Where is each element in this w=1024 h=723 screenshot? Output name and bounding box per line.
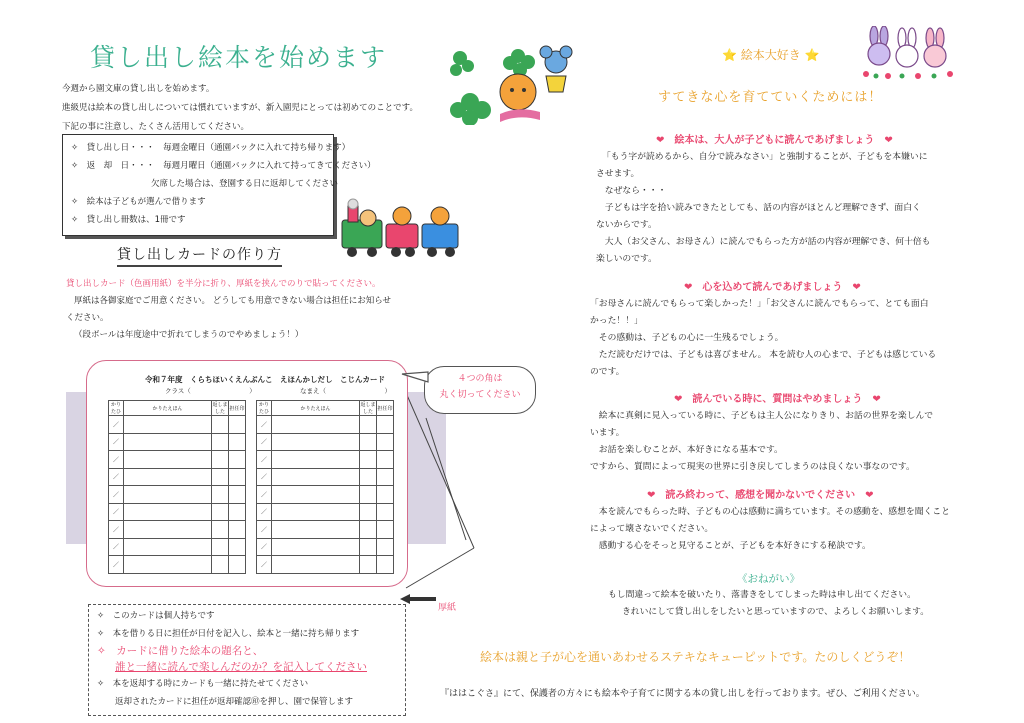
- card-table-right: かりたひ かりたえほん 返しました 担任印 ／ ／ ／ ／ ／ ／ ／ ／ ／: [256, 400, 394, 574]
- footer-tagline: 絵本は親と子が心を通いあわせるステキなキューピットです。たのしくどうぞ！: [480, 650, 911, 664]
- intro-text: 今週から園文庫の貸し出しを始めます。 進級児は絵本の貸し出しについては慣れていますが、新入園児にとっては初めてのことです。 下記の事に注意し、たくさん活用してください。: [62, 84, 418, 132]
- card-instructions: 貸し出しカード（色画用紙）を半分に折り、厚紙を挟んでのりで貼ってください。 厚紙は各御家庭でご用意ください。 どうしても用意できない場合は担任にお知らせ ください。 （段ボールは年度途中で折れてしまうのでやめましょう！）: [66, 279, 391, 340]
- right-subtitle: すてきな心を育てていくためには！: [658, 90, 883, 105]
- section-heading-3: ❤ 読んでいる時に、質問はやめましょう ❤: [674, 394, 881, 405]
- section-heading-4: ❤ 読み終わって、感想を聞かないでください ❤: [647, 490, 874, 501]
- card-class-label: クラス（ ）: [165, 387, 256, 395]
- bunnies-icon: [858, 26, 958, 82]
- rule-lend-day: ✧ 貸し出し日・・・ 毎週金曜日（通園バックに入れて持ち帰ります）: [71, 143, 351, 153]
- right-header: ⭐ 絵本大好き ⭐: [722, 48, 820, 62]
- section-3-text: 絵本に真剣に見入っている時に、子どもは主人公になりきり、お話の世界を楽しんで います。 お話を楽しむことが、本好きになる基本です。 ですから、質問によって現実の世界に引き戻してしまうのは良くない事なのです。: [590, 411, 934, 472]
- rule-count: ✧ 貸し出し冊数は、1冊です: [71, 215, 186, 225]
- rule-absence: 欠席した場合は、登園する日に返却してください: [151, 179, 339, 189]
- card-section-title: 貸し出しカードの作り方: [117, 244, 282, 267]
- cardboard-label: 厚紙: [438, 603, 457, 613]
- rule-return-day: ✧ 返 却 日・・・ 毎週月曜日（通園バックに入れて持ってきてください）: [71, 161, 376, 171]
- rules-box: [62, 134, 376, 236]
- section-2-text: 「お母さんに読んでもらって楽しかった！」「お父さんに読んでもらって、とても面白 かった！！」 その感動は、子どもの心に一生残るでしょう。 ただ読むだけでは、子どもは喜びません。 本を読む人の心まで、子どもは感じている のです。: [590, 299, 937, 377]
- card-title: 令和７年度 くらちほいくえんぶんこ えほんかしだし こじんカード: [145, 375, 385, 384]
- page-title: 貸し出し絵本を始めます: [90, 43, 388, 72]
- corner-bubble: ４つの角は 丸く切ってください: [424, 366, 536, 414]
- section-1-text: 「もう字が読めるから、自分で読みなさい」と強制することが、子どもを本嫌いに させます。 なぜなら・・・ 子どもは字を拾い読みできたとしても、話の内容がほとんど理解できず、面白く ないからです。 大人（お父さん、お母さん）に読んでもらった方が話の内容が理解でき、何十倍も 楽しいのです。: [596, 152, 931, 264]
- animal-train-icon: [340, 198, 462, 260]
- bubble-pointer: [400, 368, 430, 388]
- card-table-left: かりたひ かりたえほん 返しました 担任印 ／ ／ ／ ／ ／ ／ ／ ／ ／: [108, 400, 246, 574]
- request-text: もし間違って絵本を破いたり、落書きをしてしまった時は申し出てください。 きれいにして貸し出しをしたいと思っていますので、よろしくお願いします。: [608, 590, 930, 617]
- section-4-text: 本を読んでもらった時、子どもの心は感動に満ちています。その感動を、感想を聞くこと によって壊さないでください。 感動する心をそっと見守ることが、子どもを本好きにする秘訣です。: [590, 507, 950, 551]
- notes-box: ✧ このカードは個人持ちです ✧ 本を借りる日に担任が日付を記入し、絵本と一緒に持ち帰ります ✧ カードに借りた絵本の題名と、 誰と一緒に読んで楽しんだのか？を記入してください ✧ 本を返却する時にカードも一緒に持たせてください 返却されたカードに担任が返却確認㊞を押し、園で保管します: [88, 604, 406, 716]
- section-heading-2: ❤ 心を込めて読んであげましょう ❤: [684, 282, 861, 293]
- footer-note: 『ははこぐさ』にて、保護者の方々にも絵本や子育てに関する本の貸し出しを行っております。ぜひ、ご利用ください。: [440, 689, 925, 699]
- rule-choose: ✧ 絵本は子どもが選んで借ります: [71, 197, 206, 207]
- section-heading-1: ❤ 絵本は、大人が子どもに読んであげましょう ❤: [656, 135, 893, 146]
- tiger-mouse-clover-icon: [448, 40, 583, 125]
- request-title: 《おねがい》: [737, 573, 800, 585]
- card-name-label: なまえ（ ）: [300, 387, 391, 395]
